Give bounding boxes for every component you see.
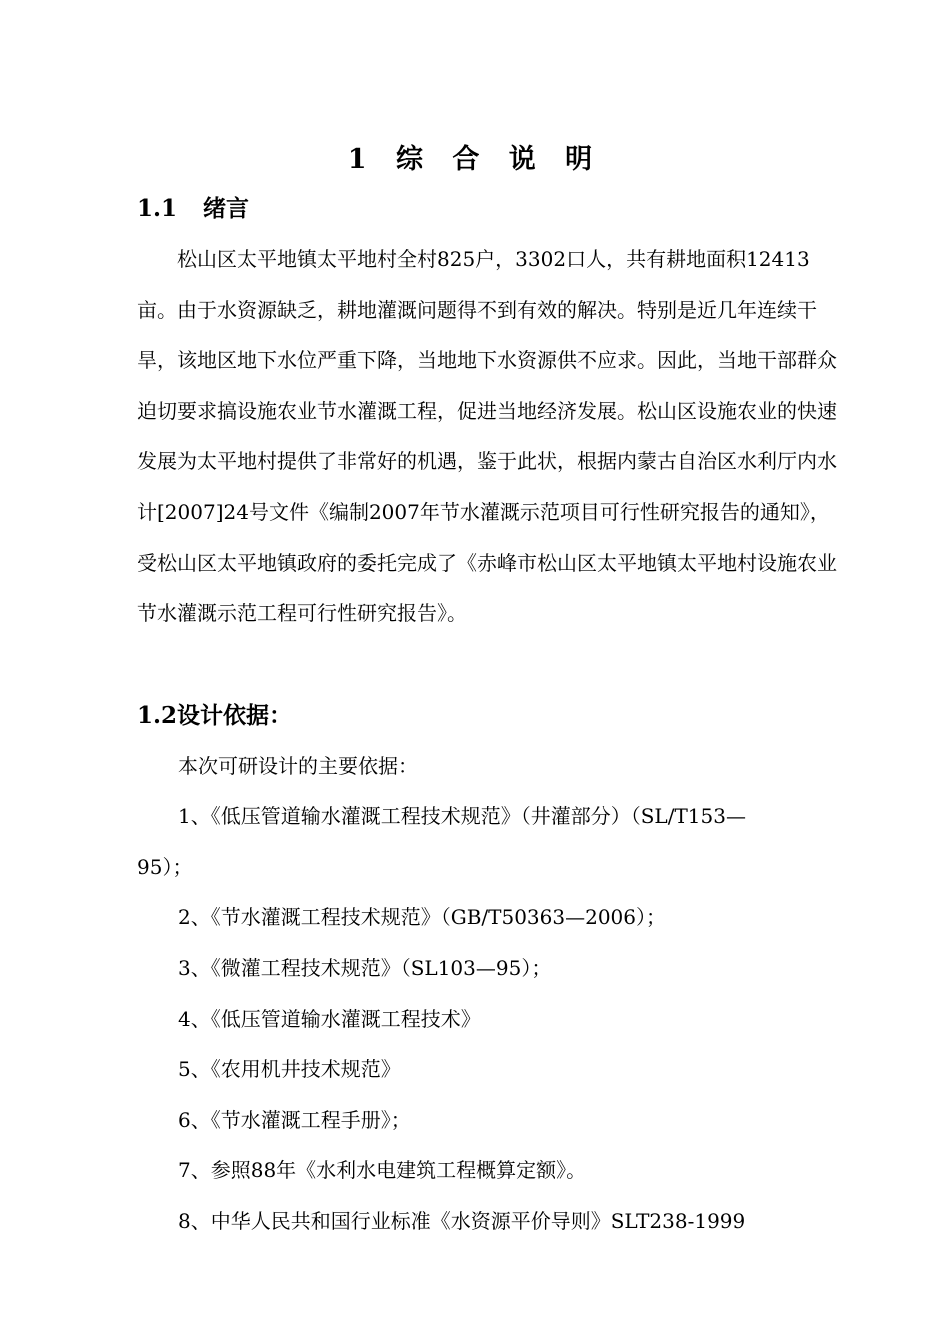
basis-item-8: 8、中华人民共和国行业标准《水资源平价导则》SLT238-1999 [178,1209,746,1233]
basis-item-2: 2、《节水灌溉工程技术规范》（GB/T50363—2006）； [178,905,666,929]
section-heading-1-1 [137,192,249,226]
chapter-title: 1 综 合 说 明 [347,144,603,175]
basis-item-3: 3、《微灌工程技术规范》（SL103—95）； [178,956,552,980]
basis-item-1: 1、《低压管道输水灌溉工程技术规范》（井灌部分）（SL/T153— [178,804,746,828]
basis-item-6: 6、《节水灌溉工程手册》； [178,1108,411,1132]
basis-item-1-continued: 95）； [137,855,193,879]
section-title: 绪言 [203,195,250,222]
basis-lead: 本次可研设计的主要依据： [178,754,418,778]
intro-paragraph: 松山区太平地镇太平地村全村825户，3302口人，共有耕地面积12413亩。由于水资源缺乏，耕地灌溉问题得不到有效的解决。特别是近几年连续干旱，该地区地下水位严重下降，当地地下水资源供不应求。因此，当地干部群众迫切要求搞设施农业节水灌溉工程，促进当地经济发展。松山区设施农业的快速发展为太平地村提供了非常好的机遇，鉴于此状，根据内蒙古自治区水利厅内水计[2007]24号文件《编制2007年节水灌溉示范项目可行性研究报告的通知》，受松山区太平地镇政府的委托完成了《赤峰市松山区太平地镇太平地村设施农业节水灌溉示范工程可行性研究报告》。 [137,247,837,626]
section-heading-1-2: 1.2设计依据： [137,702,293,729]
basis-item-7: 7、参照88年《水利水电建筑工程概算定额》。 [178,1158,587,1182]
basis-item-5: 5、《农用机井技术规范》 [178,1057,401,1081]
basis-item-4: 4、《低压管道输水灌溉工程技术》 [178,1007,481,1031]
section-number: 1.1 [137,195,178,222]
